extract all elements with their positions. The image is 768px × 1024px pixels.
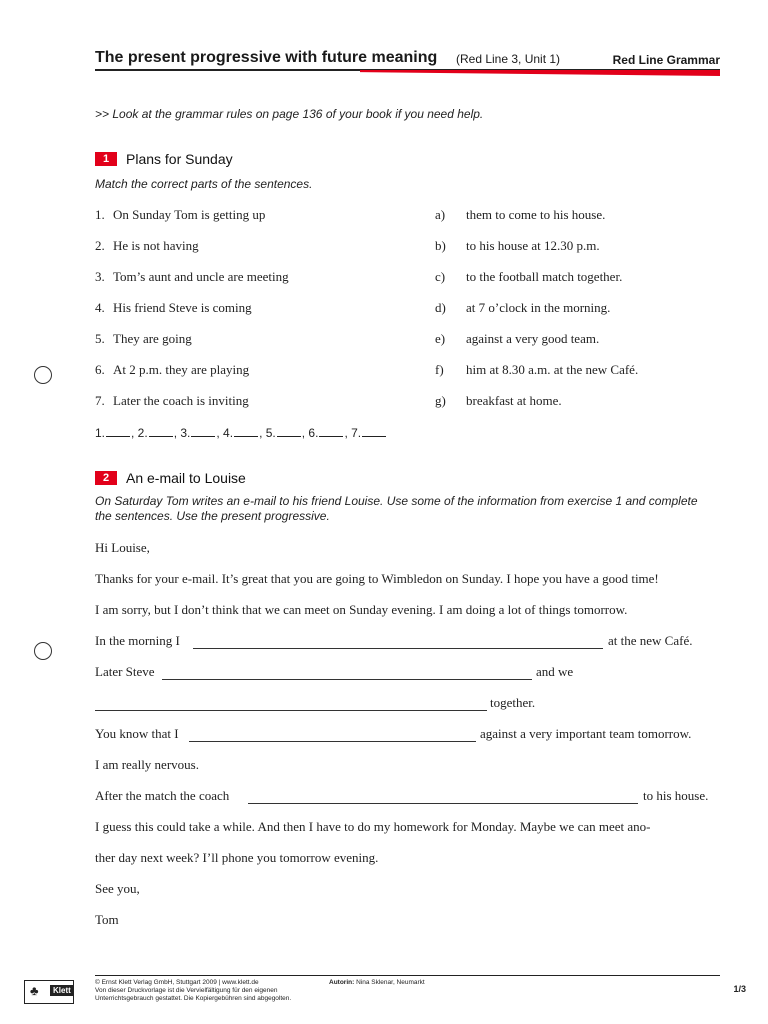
item-letter: b) [435,238,446,253]
email-text: ther day next week? I’ll phone you tomorrow evening. [95,850,379,865]
match-row [95,300,720,318]
page-subtitle: (Red Line 3, Unit 1) [456,52,561,66]
item-number: 4. [95,300,105,315]
series-brand: Red Line Grammar [612,53,720,67]
answer-label: , 5. [259,426,276,440]
match-row [95,269,720,287]
sentence-start: They are going [113,331,192,346]
email-text: Later Steve [95,664,155,679]
answer-label: , 3. [173,426,191,440]
item-number: 2. [95,238,105,253]
author-credit [329,979,425,987]
item-letter: c) [435,269,446,284]
section-title: Plans for Sunday [126,151,233,167]
match-row [95,362,720,380]
email-paragraph: Thanks for your e-mail. It’s great that you are going to Wimbledon on Sunday. I hope you have a good time! [95,571,659,586]
answer-label: , 2. [131,426,148,440]
page-number: 1/3 [733,984,746,994]
klett-tree-icon: ♣ [30,983,39,998]
item-letter: d) [435,300,446,315]
email-paragraph: I am sorry, but I don’t think that we can meet on Sunday evening. I am doing a lot of things tomorrow. [95,602,628,617]
email-text: together. [490,695,536,710]
match-row [95,207,720,225]
answer-label: , 7. [344,426,362,440]
sentence-start: His friend Steve is coming [113,300,252,315]
grammar-hint: >> Look at the grammar rules on page 136 of your book if you need help. [95,107,484,121]
match-row [95,331,720,349]
item-number: 7. [95,393,105,408]
answer-line[interactable] [248,803,638,804]
sentence-end: to the football match together. [466,269,623,284]
sentence-start: On Sunday Tom is getting up [113,207,266,222]
section-number: 2 [95,471,117,485]
sentence-end: against a very good team. [466,331,600,346]
sentence-start: At 2 p.m. they are playing [113,362,250,377]
publisher-logo-text: Klett [50,985,74,996]
match-row [95,393,720,411]
email-closing: See you, [95,881,140,896]
section-instruction: On Saturday Tom writes an e-mail to his friend Louise. Use some of the information from exercise 1 and complete the sentences. Use the present progressive. [95,494,698,523]
answer-blanks[interactable] [95,426,387,440]
sentence-start: Tom’s aunt and uncle are meeting [113,269,289,284]
email-text: I guess this could take a while. And then I have to do my homework for Monday. Maybe we can meet ano- [95,819,651,834]
punch-hole-icon [34,642,52,660]
answer-blank[interactable] [234,426,258,437]
author-label: Autorin: [329,979,355,986]
answer-line[interactable] [162,679,532,680]
email-text: and we [536,664,574,679]
item-number: 1. [95,207,105,222]
sentence-end: at 7 o’clock in the morning. [466,300,611,315]
item-number: 3. [95,269,105,284]
copyright-notice [95,979,291,1003]
sentence-end: them to come to his house. [466,207,606,222]
header-red-accent [360,70,720,76]
email-text: After the match the coach [95,788,230,803]
sentence-end: breakfast at home. [466,393,562,408]
email-text: to his house. [643,788,709,803]
item-letter: f) [435,362,444,377]
sentence-start: Later the coach is inviting [113,393,249,408]
item-letter: g) [435,393,446,408]
email-signature: Tom [95,912,119,927]
answer-blank[interactable] [191,426,215,437]
item-letter: a) [435,207,446,222]
answer-blank[interactable] [319,426,343,437]
author-name: Nina Sklenar, Neumarkt [356,979,425,986]
email-text: against a very important team tomorrow. [480,726,692,741]
item-number: 5. [95,331,105,346]
section-title: An e-mail to Louise [126,470,246,486]
answer-line[interactable] [193,648,603,649]
sentence-end: to his house at 12.30 p.m. [466,238,600,253]
answer-label: , 4. [216,426,234,440]
answer-line[interactable] [189,741,476,742]
answer-blank[interactable] [106,426,130,437]
sentence-start: He is not having [113,238,199,253]
item-number: 6. [95,362,105,377]
section-number: 1 [95,152,117,166]
page-title: The present progressive with future meaning [95,49,438,66]
email-text: at the new Café. [608,633,693,648]
email-greeting: Hi Louise, [95,540,150,555]
answer-blank[interactable] [149,426,173,437]
email-text: In the morning I [95,633,180,648]
email-text: You know that I [95,726,179,741]
match-row [95,238,720,256]
email-text: I am really nervous. [95,757,199,772]
punch-hole-icon [34,366,52,384]
answer-blank[interactable] [362,426,386,437]
section-instruction: Match the correct parts of the sentences. [95,177,313,191]
copyright-line: Unterrichtsgebrauch gestattet. Die Kopiergebühren sind abgegolten. [95,995,292,1002]
answer-line[interactable] [95,710,487,711]
footer-rule [95,975,720,976]
sentence-end: him at 8.30 a.m. at the new Café. [466,362,639,377]
answer-label: 1. [95,426,106,440]
answer-label: , 6. [301,426,319,440]
item-letter: e) [435,331,446,346]
copyright-line: © Ernst Klett Verlag GmbH, Stuttgart 2009 | www.klett.de [95,979,259,986]
answer-blank[interactable] [277,426,301,437]
copyright-line: Von dieser Druckvorlage ist die Vervielfältigung für den eigenen [95,987,278,994]
